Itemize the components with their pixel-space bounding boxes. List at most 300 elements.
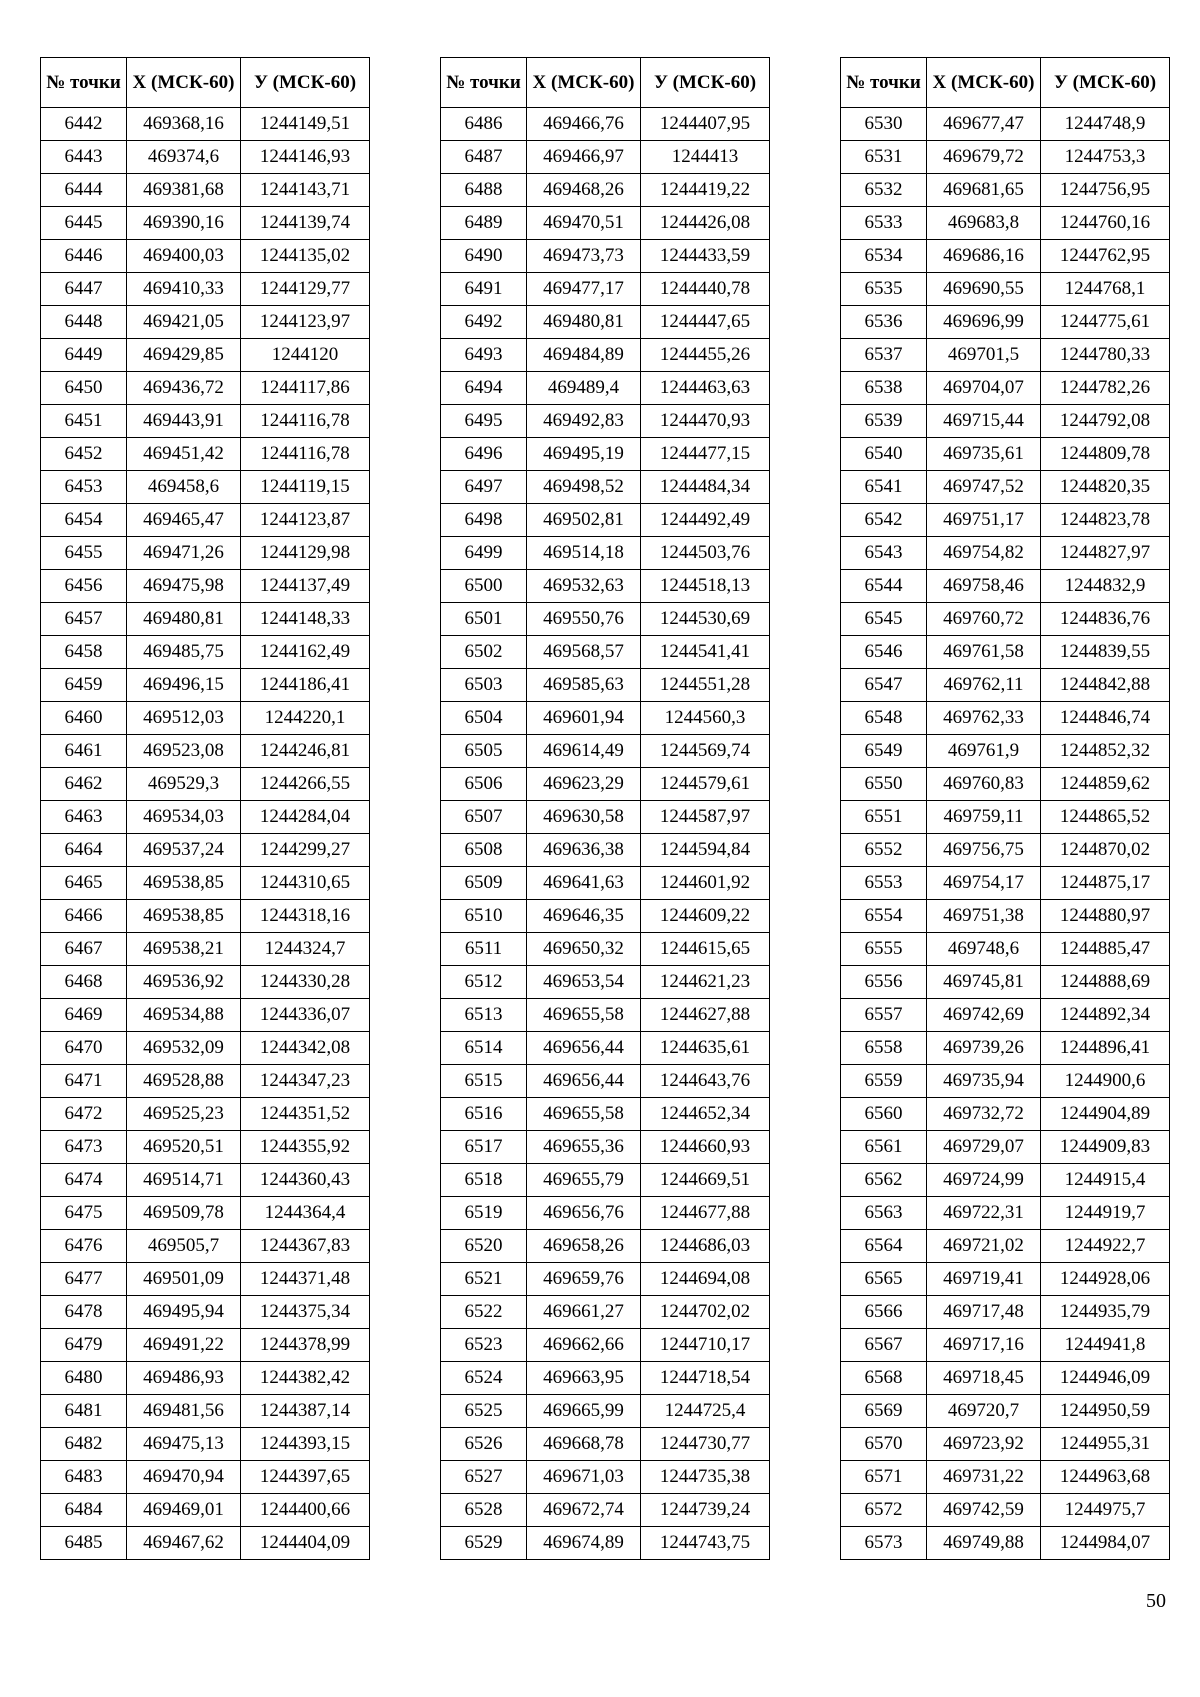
cell-x-coordinate: 469742,59 <box>927 1494 1041 1527</box>
cell-x-coordinate: 469466,76 <box>527 108 641 141</box>
cell-x-coordinate: 469636,38 <box>527 834 641 867</box>
cell-y-coordinate: 1244149,51 <box>241 108 370 141</box>
table-row <box>841 141 1170 174</box>
cell-y-coordinate: 1244594,84 <box>641 834 770 867</box>
cell-point-number: 6466 <box>41 900 127 933</box>
cell-y-coordinate: 1244560,3 <box>641 702 770 735</box>
table-row <box>441 966 770 999</box>
cell-x-coordinate: 469722,31 <box>927 1197 1041 1230</box>
table-row <box>841 240 1170 273</box>
cell-y-coordinate: 1244284,04 <box>241 801 370 834</box>
cell-point-number: 6507 <box>441 801 527 834</box>
cell-y-coordinate: 1244463,63 <box>641 372 770 405</box>
cell-y-coordinate: 1244407,95 <box>641 108 770 141</box>
cell-point-number: 6456 <box>41 570 127 603</box>
cell-x-coordinate: 469485,75 <box>127 636 241 669</box>
table-row <box>441 240 770 273</box>
cell-point-number: 6463 <box>41 801 127 834</box>
cell-point-number: 6570 <box>841 1428 927 1461</box>
table-row <box>841 834 1170 867</box>
cell-x-coordinate: 469495,94 <box>127 1296 241 1329</box>
cell-x-coordinate: 469475,13 <box>127 1428 241 1461</box>
table-row <box>841 207 1170 240</box>
cell-point-number: 6478 <box>41 1296 127 1329</box>
table-row <box>441 999 770 1032</box>
cell-y-coordinate: 1244551,28 <box>641 669 770 702</box>
table-row <box>41 1197 370 1230</box>
cell-point-number: 6499 <box>441 537 527 570</box>
cell-y-coordinate: 1244503,76 <box>641 537 770 570</box>
cell-point-number: 6452 <box>41 438 127 471</box>
cell-point-number: 6502 <box>441 636 527 669</box>
table-row <box>41 174 370 207</box>
cell-y-coordinate: 1244743,75 <box>641 1527 770 1560</box>
table-row <box>441 1131 770 1164</box>
cell-x-coordinate: 469492,83 <box>527 405 641 438</box>
cell-point-number: 6455 <box>41 537 127 570</box>
cell-point-number: 6522 <box>441 1296 527 1329</box>
cell-x-coordinate: 469538,21 <box>127 933 241 966</box>
cell-y-coordinate: 1244955,31 <box>1041 1428 1170 1461</box>
table-row <box>441 801 770 834</box>
table-row <box>41 207 370 240</box>
cell-y-coordinate: 1244310,65 <box>241 867 370 900</box>
cell-x-coordinate: 469443,91 <box>127 405 241 438</box>
table-row <box>41 1527 370 1560</box>
cell-point-number: 6486 <box>441 108 527 141</box>
table-row <box>841 1362 1170 1395</box>
table-row <box>41 1164 370 1197</box>
cell-point-number: 6526 <box>441 1428 527 1461</box>
table-row <box>441 1527 770 1560</box>
cell-x-coordinate: 469536,92 <box>127 966 241 999</box>
table-row <box>841 999 1170 1032</box>
cell-point-number: 6550 <box>841 768 927 801</box>
cell-y-coordinate: 1244820,35 <box>1041 471 1170 504</box>
cell-x-coordinate: 469534,88 <box>127 999 241 1032</box>
cell-x-coordinate: 469665,99 <box>527 1395 641 1428</box>
cell-y-coordinate: 1244809,78 <box>1041 438 1170 471</box>
cell-point-number: 6492 <box>441 306 527 339</box>
cell-point-number: 6449 <box>41 339 127 372</box>
cell-y-coordinate: 1244852,32 <box>1041 735 1170 768</box>
table-row <box>841 1428 1170 1461</box>
table-row <box>441 1263 770 1296</box>
table-row <box>841 1065 1170 1098</box>
cell-x-coordinate: 469489,4 <box>527 372 641 405</box>
cell-x-coordinate: 469484,89 <box>527 339 641 372</box>
table-row <box>441 1428 770 1461</box>
table-row <box>441 735 770 768</box>
cell-y-coordinate: 1244492,49 <box>641 504 770 537</box>
table-row <box>441 1197 770 1230</box>
header-point-number: № точки <box>41 58 127 108</box>
cell-x-coordinate: 469468,26 <box>527 174 641 207</box>
cell-point-number: 6445 <box>41 207 127 240</box>
cell-y-coordinate: 1244760,16 <box>1041 207 1170 240</box>
table-row <box>841 1230 1170 1263</box>
table-row <box>41 273 370 306</box>
cell-y-coordinate: 1244928,06 <box>1041 1263 1170 1296</box>
cell-point-number: 6563 <box>841 1197 927 1230</box>
table-row <box>841 339 1170 372</box>
cell-point-number: 6567 <box>841 1329 927 1362</box>
cell-point-number: 6511 <box>441 933 527 966</box>
cell-x-coordinate: 469486,93 <box>127 1362 241 1395</box>
table-row <box>841 273 1170 306</box>
table-row <box>841 1263 1170 1296</box>
table-body <box>441 108 770 1560</box>
cell-x-coordinate: 469534,03 <box>127 801 241 834</box>
cell-point-number: 6477 <box>41 1263 127 1296</box>
cell-y-coordinate: 1244397,65 <box>241 1461 370 1494</box>
cell-point-number: 6519 <box>441 1197 527 1230</box>
table-row <box>441 834 770 867</box>
cell-x-coordinate: 469514,18 <box>527 537 641 570</box>
table-row <box>441 1230 770 1263</box>
cell-x-coordinate: 469681,65 <box>927 174 1041 207</box>
cell-point-number: 6469 <box>41 999 127 1032</box>
cell-y-coordinate: 1244621,23 <box>641 966 770 999</box>
table-row <box>41 1461 370 1494</box>
header-point-number: № точки <box>441 58 527 108</box>
table-row <box>41 900 370 933</box>
cell-x-coordinate: 469495,19 <box>527 438 641 471</box>
table-row <box>441 570 770 603</box>
cell-y-coordinate: 1244839,55 <box>1041 636 1170 669</box>
cell-x-coordinate: 469718,45 <box>927 1362 1041 1395</box>
cell-x-coordinate: 469421,05 <box>127 306 241 339</box>
cell-y-coordinate: 1244378,99 <box>241 1329 370 1362</box>
cell-x-coordinate: 469585,63 <box>527 669 641 702</box>
table-row <box>41 834 370 867</box>
cell-x-coordinate: 469717,16 <box>927 1329 1041 1362</box>
cell-x-coordinate: 469512,03 <box>127 702 241 735</box>
cell-point-number: 6468 <box>41 966 127 999</box>
cell-y-coordinate: 1244941,8 <box>1041 1329 1170 1362</box>
cell-point-number: 6513 <box>441 999 527 1032</box>
header-row <box>841 58 1170 108</box>
cell-x-coordinate: 469759,11 <box>927 801 1041 834</box>
cell-y-coordinate: 1244669,51 <box>641 1164 770 1197</box>
cell-y-coordinate: 1244324,7 <box>241 933 370 966</box>
header-point-number: № точки <box>841 58 927 108</box>
cell-x-coordinate: 469655,58 <box>527 1098 641 1131</box>
cell-y-coordinate: 1244400,66 <box>241 1494 370 1527</box>
cell-point-number: 6448 <box>41 306 127 339</box>
cell-y-coordinate: 1244635,61 <box>641 1032 770 1065</box>
cell-x-coordinate: 469758,46 <box>927 570 1041 603</box>
cell-y-coordinate: 1244875,17 <box>1041 867 1170 900</box>
page-number: 50 <box>1146 1590 1166 1612</box>
cell-point-number: 6541 <box>841 471 927 504</box>
cell-point-number: 6546 <box>841 636 927 669</box>
cell-point-number: 6488 <box>441 174 527 207</box>
cell-x-coordinate: 469465,47 <box>127 504 241 537</box>
cell-x-coordinate: 469538,85 <box>127 900 241 933</box>
table-row <box>441 141 770 174</box>
table-row <box>441 669 770 702</box>
cell-x-coordinate: 469656,76 <box>527 1197 641 1230</box>
table-row <box>841 471 1170 504</box>
table-row <box>41 1098 370 1131</box>
cell-x-coordinate: 469498,52 <box>527 471 641 504</box>
table-row <box>841 1461 1170 1494</box>
cell-y-coordinate: 1244447,65 <box>641 306 770 339</box>
cell-point-number: 6569 <box>841 1395 927 1428</box>
cell-y-coordinate: 1244579,61 <box>641 768 770 801</box>
table-row <box>841 1131 1170 1164</box>
cell-x-coordinate: 469368,16 <box>127 108 241 141</box>
table-row <box>41 801 370 834</box>
cell-y-coordinate: 1244753,3 <box>1041 141 1170 174</box>
cell-y-coordinate: 1244888,69 <box>1041 966 1170 999</box>
cell-point-number: 6529 <box>441 1527 527 1560</box>
table-row <box>441 1065 770 1098</box>
table-row <box>441 1329 770 1362</box>
cell-point-number: 6555 <box>841 933 927 966</box>
header-row <box>41 58 370 108</box>
cell-y-coordinate: 1244148,33 <box>241 603 370 636</box>
cell-y-coordinate: 1244119,15 <box>241 471 370 504</box>
cell-point-number: 6518 <box>441 1164 527 1197</box>
table-row <box>441 1032 770 1065</box>
cell-x-coordinate: 469480,81 <box>127 603 241 636</box>
cell-x-coordinate: 469436,72 <box>127 372 241 405</box>
cell-x-coordinate: 469659,76 <box>527 1263 641 1296</box>
cell-x-coordinate: 469686,16 <box>927 240 1041 273</box>
table-row <box>841 405 1170 438</box>
table-row <box>41 1395 370 1428</box>
cell-y-coordinate: 1244569,74 <box>641 735 770 768</box>
cell-point-number: 6490 <box>441 240 527 273</box>
cell-x-coordinate: 469470,94 <box>127 1461 241 1494</box>
cell-x-coordinate: 469496,15 <box>127 669 241 702</box>
cell-point-number: 6474 <box>41 1164 127 1197</box>
cell-point-number: 6489 <box>441 207 527 240</box>
cell-x-coordinate: 469754,17 <box>927 867 1041 900</box>
cell-point-number: 6562 <box>841 1164 927 1197</box>
cell-y-coordinate: 1244419,22 <box>641 174 770 207</box>
cell-x-coordinate: 469656,44 <box>527 1032 641 1065</box>
cell-y-coordinate: 1244859,62 <box>1041 768 1170 801</box>
header-x-coordinate: X (МСК-60) <box>527 58 641 108</box>
cell-y-coordinate: 1244904,89 <box>1041 1098 1170 1131</box>
table-row <box>41 438 370 471</box>
cell-point-number: 6554 <box>841 900 927 933</box>
cell-point-number: 6503 <box>441 669 527 702</box>
cell-x-coordinate: 469662,66 <box>527 1329 641 1362</box>
table-row <box>841 933 1170 966</box>
cell-point-number: 6540 <box>841 438 927 471</box>
table-body <box>841 108 1170 1560</box>
table-row <box>841 174 1170 207</box>
table-row <box>41 702 370 735</box>
cell-x-coordinate: 469381,68 <box>127 174 241 207</box>
cell-point-number: 6532 <box>841 174 927 207</box>
cell-x-coordinate: 469661,27 <box>527 1296 641 1329</box>
cell-point-number: 6483 <box>41 1461 127 1494</box>
cell-point-number: 6521 <box>441 1263 527 1296</box>
table-row <box>841 504 1170 537</box>
cell-x-coordinate: 469509,78 <box>127 1197 241 1230</box>
table-row <box>841 537 1170 570</box>
cell-point-number: 6475 <box>41 1197 127 1230</box>
cell-x-coordinate: 469747,52 <box>927 471 1041 504</box>
cell-point-number: 6467 <box>41 933 127 966</box>
cell-point-number: 6536 <box>841 306 927 339</box>
cell-y-coordinate: 1244129,77 <box>241 273 370 306</box>
table-row <box>841 867 1170 900</box>
table-row <box>841 636 1170 669</box>
cell-point-number: 6508 <box>441 834 527 867</box>
cell-x-coordinate: 469679,72 <box>927 141 1041 174</box>
table-row <box>841 1197 1170 1230</box>
cell-y-coordinate: 1244615,65 <box>641 933 770 966</box>
cell-x-coordinate: 469704,07 <box>927 372 1041 405</box>
cell-x-coordinate: 469502,81 <box>527 504 641 537</box>
table-row <box>41 1362 370 1395</box>
cell-x-coordinate: 469723,92 <box>927 1428 1041 1461</box>
cell-point-number: 6479 <box>41 1329 127 1362</box>
cell-point-number: 6476 <box>41 1230 127 1263</box>
cell-y-coordinate: 1244832,9 <box>1041 570 1170 603</box>
cell-x-coordinate: 469731,22 <box>927 1461 1041 1494</box>
table-row <box>41 1131 370 1164</box>
cell-y-coordinate: 1244375,34 <box>241 1296 370 1329</box>
table-row <box>441 603 770 636</box>
cell-point-number: 6514 <box>441 1032 527 1065</box>
cell-x-coordinate: 469751,38 <box>927 900 1041 933</box>
table-row <box>41 108 370 141</box>
cell-x-coordinate: 469650,32 <box>527 933 641 966</box>
table-row <box>841 306 1170 339</box>
cell-y-coordinate: 1244865,52 <box>1041 801 1170 834</box>
cell-y-coordinate: 1244347,23 <box>241 1065 370 1098</box>
table-row <box>841 108 1170 141</box>
cell-x-coordinate: 469751,17 <box>927 504 1041 537</box>
cell-point-number: 6568 <box>841 1362 927 1395</box>
cell-point-number: 6472 <box>41 1098 127 1131</box>
cell-y-coordinate: 1244677,88 <box>641 1197 770 1230</box>
cell-y-coordinate: 1244587,97 <box>641 801 770 834</box>
cell-y-coordinate: 1244950,59 <box>1041 1395 1170 1428</box>
cell-x-coordinate: 469719,41 <box>927 1263 1041 1296</box>
table-row <box>841 1296 1170 1329</box>
cell-y-coordinate: 1244935,79 <box>1041 1296 1170 1329</box>
cell-point-number: 6509 <box>441 867 527 900</box>
cell-x-coordinate: 469696,99 <box>927 306 1041 339</box>
cell-y-coordinate: 1244827,97 <box>1041 537 1170 570</box>
cell-y-coordinate: 1244946,09 <box>1041 1362 1170 1395</box>
cell-y-coordinate: 1244652,34 <box>641 1098 770 1131</box>
table-body <box>41 108 370 1560</box>
table-row <box>41 1329 370 1362</box>
table-row <box>441 702 770 735</box>
header-y-coordinate: У (МСК-60) <box>241 58 370 108</box>
table-row <box>841 702 1170 735</box>
cell-point-number: 6458 <box>41 636 127 669</box>
cell-point-number: 6481 <box>41 1395 127 1428</box>
table-row <box>441 504 770 537</box>
cell-y-coordinate: 1244143,71 <box>241 174 370 207</box>
table-row <box>41 405 370 438</box>
cell-y-coordinate: 1244768,1 <box>1041 273 1170 306</box>
cell-point-number: 6500 <box>441 570 527 603</box>
cell-y-coordinate: 1244643,76 <box>641 1065 770 1098</box>
table-row <box>41 1065 370 1098</box>
cell-point-number: 6442 <box>41 108 127 141</box>
table-row <box>441 273 770 306</box>
cell-y-coordinate: 1244792,08 <box>1041 405 1170 438</box>
cell-x-coordinate: 469745,81 <box>927 966 1041 999</box>
cell-y-coordinate: 1244718,54 <box>641 1362 770 1395</box>
table-row <box>841 1164 1170 1197</box>
cell-point-number: 6444 <box>41 174 127 207</box>
cell-point-number: 6443 <box>41 141 127 174</box>
header-x-coordinate: X (МСК-60) <box>927 58 1041 108</box>
cell-x-coordinate: 469538,85 <box>127 867 241 900</box>
cell-x-coordinate: 469614,49 <box>527 735 641 768</box>
cell-point-number: 6484 <box>41 1494 127 1527</box>
cell-point-number: 6482 <box>41 1428 127 1461</box>
table-row <box>41 471 370 504</box>
cell-x-coordinate: 469672,74 <box>527 1494 641 1527</box>
cell-y-coordinate: 1244702,02 <box>641 1296 770 1329</box>
cell-x-coordinate: 469729,07 <box>927 1131 1041 1164</box>
cell-point-number: 6545 <box>841 603 927 636</box>
cell-point-number: 6454 <box>41 504 127 537</box>
cell-y-coordinate: 1244246,81 <box>241 735 370 768</box>
cell-x-coordinate: 469469,01 <box>127 1494 241 1527</box>
cell-point-number: 6480 <box>41 1362 127 1395</box>
cell-x-coordinate: 469761,9 <box>927 735 1041 768</box>
cell-point-number: 6497 <box>441 471 527 504</box>
cell-point-number: 6561 <box>841 1131 927 1164</box>
cell-y-coordinate: 1244739,24 <box>641 1494 770 1527</box>
cell-x-coordinate: 469390,16 <box>127 207 241 240</box>
table-row <box>841 768 1170 801</box>
cell-x-coordinate: 469481,56 <box>127 1395 241 1428</box>
cell-y-coordinate: 1244609,22 <box>641 900 770 933</box>
cell-y-coordinate: 1244162,49 <box>241 636 370 669</box>
cell-x-coordinate: 469724,99 <box>927 1164 1041 1197</box>
cell-y-coordinate: 1244780,33 <box>1041 339 1170 372</box>
table-row <box>441 1494 770 1527</box>
table-row <box>841 1494 1170 1527</box>
cell-point-number: 6496 <box>441 438 527 471</box>
cell-point-number: 6547 <box>841 669 927 702</box>
cell-y-coordinate: 1244336,07 <box>241 999 370 1032</box>
cell-point-number: 6530 <box>841 108 927 141</box>
cell-y-coordinate: 1244601,92 <box>641 867 770 900</box>
cell-x-coordinate: 469477,17 <box>527 273 641 306</box>
cell-x-coordinate: 469520,51 <box>127 1131 241 1164</box>
cell-x-coordinate: 469528,88 <box>127 1065 241 1098</box>
cell-x-coordinate: 469532,09 <box>127 1032 241 1065</box>
cell-x-coordinate: 469690,55 <box>927 273 1041 306</box>
cell-y-coordinate: 1244137,49 <box>241 570 370 603</box>
cell-point-number: 6506 <box>441 768 527 801</box>
cell-y-coordinate: 1244775,61 <box>1041 306 1170 339</box>
table-row <box>41 636 370 669</box>
cell-x-coordinate: 469501,09 <box>127 1263 241 1296</box>
cell-y-coordinate: 1244266,55 <box>241 768 370 801</box>
cell-x-coordinate: 469754,82 <box>927 537 1041 570</box>
cell-y-coordinate: 1244393,15 <box>241 1428 370 1461</box>
table-row <box>841 570 1170 603</box>
cell-y-coordinate: 1244975,7 <box>1041 1494 1170 1527</box>
